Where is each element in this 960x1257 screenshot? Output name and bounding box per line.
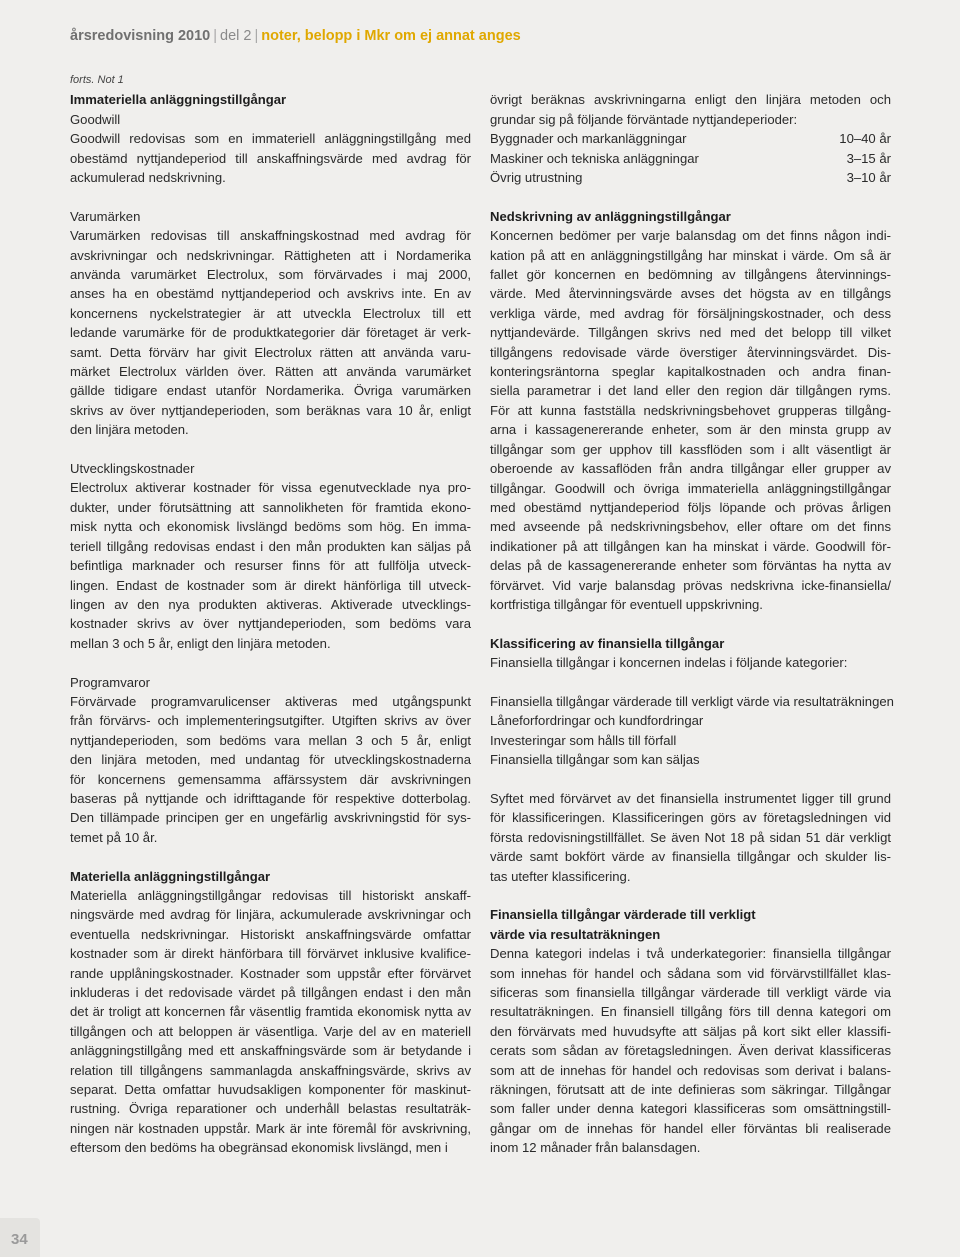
- paragraph-line: resultaträkningen. En finansiell tillgång förs till denna kategori om: [490, 1004, 891, 1020]
- paragraph-line: nyttjandevärde. Tillgången skrivs ned med det belopp till vilket: [490, 325, 891, 341]
- paragraph-line: kostnader som är direkt hänförbara till förvärvet inklusive kvalifice-: [70, 946, 471, 962]
- subheading: Goodwill: [70, 111, 121, 127]
- left-column: [70, 71, 471, 1158]
- paragraph-line: ledande varumärke för de produktkategorier där företaget är verk-: [70, 325, 471, 341]
- paragraph-line: Goodwill redovisas som en immateriell anläggningstillgång med: [70, 131, 471, 147]
- paragraph-line: det är troligt att koncernen får väsentlig framtida ekonomisk nytta av: [70, 1004, 471, 1020]
- paragraph-line: den linjära metoden, med undantag för utvecklingskostnaderna: [70, 752, 471, 768]
- paragraph-line: koncernens nyckelstrategier är att utveckla Electrolux till ett: [70, 305, 471, 321]
- paragraph-line: avskrivningar och nedskrivningar. Rättigheten att i Nordamerika: [70, 247, 471, 263]
- paragraph-line: kortfristiga tillgångar för eventuell uppskrivning.: [490, 596, 763, 612]
- paragraph-varumarken: [70, 226, 471, 439]
- paragraph-line: dukter, under förutsättning att sannolikheten för framtida ekono-: [70, 499, 471, 515]
- header-separator: |: [254, 28, 259, 44]
- paragraph-line: arna i kassagenererande enheter, som är den minsta grupp av: [490, 422, 891, 438]
- paragraph-line: verkliga värde, med avdrag för försäljningskostnader, och dess: [490, 305, 891, 321]
- paragraph-line: teriell tillgång redovisas endast i den mån produkten kan säljas på: [70, 538, 471, 554]
- paragraph-line: separat. Detta omfattar huvudsakligen komponenter för maskinut-: [70, 1082, 471, 1098]
- paragraph-line: tillgångens redovisade värde överstiger återvinningsvärdet. Dis-: [490, 344, 891, 360]
- paragraph-line: För att kunna fastställa nedskrivningsbehovet grupperas tillgång-: [490, 402, 891, 418]
- paragraph-line: tillgångar. Goodwill och övriga immateriella anläggningstillgångar: [490, 480, 891, 496]
- paragraph-line: lingen av den nya produkten aktiveras. Aktiverade utvecklings-: [70, 596, 471, 612]
- section-heading-verkligt: [490, 905, 891, 944]
- paragraph-line: grundar sig på följande förväntade nyttjandeperioder:: [490, 111, 798, 127]
- paragraph-line: Denna kategori indelas i två underkategorier: finansiella tillgångar: [490, 946, 891, 962]
- paragraph-line: eftersom den bedöms ha obegränsad ekonomisk livslängd, men i: [70, 1140, 448, 1156]
- paragraph-line: övrigt beräknas avskrivningarna enligt den linjära metoden och: [490, 92, 891, 108]
- paragraph-line: Finansiella tillgångar i koncernen indelas i följande kategorier:: [490, 655, 848, 671]
- paragraph-line: baseras på nyttjande och idrifttagande för respektive dotterbolag.: [70, 790, 471, 806]
- paragraph-line: konteringsräntorna speglar kapitalkostnaden och andra finan-: [490, 364, 891, 380]
- paragraph-line: rustning. Övriga reparationer och underhåll belastas resultaträk-: [70, 1101, 471, 1117]
- header-separator: |: [213, 28, 218, 44]
- paragraph-line: Materiella anläggningstillgångar redovisas till historiskt anskaff-: [70, 887, 471, 903]
- paragraph-line: anses ha en obestämd nyttjandeperiod och avskrivs inte. En av: [70, 286, 471, 302]
- paragraph-line: som att de innehas för handel och redovisas som derivat i balans-: [490, 1062, 891, 1078]
- category-item: Finansiella tillgångar som kan säljas: [490, 752, 700, 768]
- category-item: Låneforfordringar och kundfordringar: [490, 713, 704, 729]
- paragraph-verkligt: [490, 944, 891, 1157]
- paragraph-line: lingen. Endast de kostnader som är direkt hänförliga till utveck-: [70, 577, 471, 593]
- paragraph-line: Koncernen bedömer per varje balansdag om det finns någon indi-: [490, 228, 891, 244]
- page-number: 34: [11, 1231, 28, 1248]
- paragraph-line: värde samt bokfört värde av finansiella tillgångar och skulder lis-: [490, 849, 891, 865]
- paragraph-line: oberoende av kassaflöden från andra tillgångar eller grupper av: [490, 461, 891, 477]
- running-header: [70, 28, 521, 44]
- report-part: del 2: [220, 28, 252, 44]
- paragraph-line: obestämd nyttjandeperiod till anskaffningsvärde med avdrag för: [70, 150, 471, 166]
- paragraph-materiella: [70, 886, 471, 1158]
- paragraph-line: sificeras som finansiella tillgångar värderade till verkligt värde via: [490, 985, 891, 1000]
- paragraph-line: räkningen, förutsatt att de inte definieras som säkringar. Tillgångar: [490, 1082, 891, 1098]
- paragraph-line: inom 12 månader från balansdagen.: [490, 1140, 701, 1156]
- page-number-tab: [0, 1218, 40, 1257]
- paragraph-line: cerats som sådan av företagsledningen. Även derivat klassificeras: [490, 1043, 891, 1059]
- section-heading: Immateriella anläggningstillgångar: [70, 92, 287, 108]
- paragraph-line: ningen när kostnaden uppstår. Mark är inte föremål för avskrivning,: [70, 1120, 471, 1136]
- paragraph-line: Förvärvade programvarulicenser aktiveras med utgångspunkt: [70, 693, 471, 709]
- paragraph-goodwill: [70, 129, 471, 187]
- paragraph-utveckling: [70, 478, 471, 653]
- section-heading: Nedskrivning av anläggningstillgångar: [490, 208, 731, 224]
- paragraph-line: tillgångar som ger upphov till kassflöden som i allt väsentligt är: [490, 441, 891, 457]
- paragraph-line: kostnader skrivs av över nyttjandeperioden, som bedöms vara: [70, 616, 471, 632]
- paragraph-line: rande upplåningskostnader. Kostnader som uppstår efter förvärvet: [70, 965, 471, 981]
- section-heading-line: Finansiella tillgångar värderade till verkligt: [490, 907, 756, 923]
- paragraph-line: skrivs av över nyttjandeperioden, som beräknas vara 10 år, enligt: [70, 402, 471, 418]
- category-item: Finansiella tillgångar värderade till verkligt värde via resultaträkningen: [490, 693, 894, 709]
- paragraph-line: förvärvet. Vid varje balansdag prövas nedskrivna icke-finansiella/: [490, 577, 891, 593]
- paragraph-line: gångar om de innehas för handel eller förväntas bli realiserade: [490, 1120, 891, 1136]
- useful-life-row: Byggnader och markanläggningar 10–40 år: [490, 131, 891, 147]
- section-heading: Klassificering av finansiella tillgångar: [490, 635, 725, 651]
- paragraph-line: tas utefter klassificering.: [490, 868, 631, 884]
- paragraph-line: Varumärken redovisas till anskaffningskostnad med avdrag för: [70, 228, 471, 244]
- paragraph-line: fallet gör koncernen en bedömning av tillgångens återvinnings-: [490, 267, 891, 283]
- paragraph-klassificering: [490, 789, 891, 886]
- useful-life-row: Maskiner och tekniska anläggningar 3–15 år: [490, 150, 891, 166]
- paragraph-line: ackumulerad nedskrivning.: [70, 170, 226, 186]
- continuation-label: forts. Not 1: [70, 74, 124, 86]
- paragraph-line: för klassificeringen. Klassificeringen görs av företagsledningen vid: [490, 810, 891, 826]
- paragraph-line: delas på de kassagenererande enheter som förväntas ha nytta av: [490, 558, 891, 574]
- category-list: [490, 692, 894, 770]
- paragraph-line: med avseende på nedskrivningsbehov, eller oftare om det finns: [490, 519, 891, 535]
- paragraph-line: relation till tillgångens sammanlagda anskaffningsvärde, skrivs av: [70, 1062, 471, 1078]
- report-note: noter, belopp i Mkr om ej annat anges: [261, 28, 521, 44]
- right-column: [490, 71, 894, 1158]
- paragraph-line: mellan 3 och 5 år, enligt den linjära metoden.: [70, 635, 331, 651]
- paragraph-nedskrivning: [490, 226, 891, 614]
- paragraph-line: gällde tidigare endast utanför Nordamerika. Övriga varumärken: [70, 383, 471, 399]
- paragraph-line: värde. Med återvinningsvärde avses det högsta av en tillgångs: [490, 286, 891, 302]
- paragraph-line: ningsvärde med avdrag för linjära, ackumulerade avskrivningar och: [70, 907, 471, 923]
- paragraph-line: siella parametrar i det land eller den region där tillgången ryms.: [490, 383, 891, 399]
- paragraph-line: befintliga marknader och resurser finns för att fullfölja utveck-: [70, 558, 471, 574]
- paragraph-line: tillgången och att beloppen är väsentliga. Varje del av en materiell: [70, 1023, 471, 1039]
- subheading: Varumärken: [70, 208, 141, 224]
- paragraph-line: inkluderas i det redovisade värdet på tillgången endast i den mån: [70, 985, 471, 1001]
- paragraph-line: använda varumärket Electrolux, som förvärvades i maj 2000,: [70, 267, 471, 283]
- paragraph-line: samt. Detta förvärv har givit Electrolux rätten att använda varu-: [70, 344, 471, 360]
- paragraph-line: nyttjandeperioden, som bedöms vara mellan 3 och 5 år, enligt: [70, 732, 471, 748]
- useful-life-table: [490, 129, 891, 187]
- paragraph-line: Syftet med förvärvet av det finansiella instrumentet ligger till grund: [490, 790, 891, 806]
- paragraph-line: kation på att en anläggningstillgång har minskat i värde. Om så är: [490, 247, 891, 263]
- paragraph-line: misk nytta och ekonomisk livslängd bedöms som hög. En imma-: [70, 519, 471, 535]
- paragraph-line: som innehas för handel och sådana som vid förvärvstillfället klas-: [490, 965, 891, 981]
- paragraph-line: den förvärvats med huvudsyfte att säljas på kort sikt eller klassifi-: [490, 1023, 891, 1039]
- paragraph-line: indikationer på att tillgången kan ha minskat i värde. Goodwill för-: [490, 538, 891, 554]
- paragraph-line: eventuella nedskrivningar. Historiskt anskaffningsvärde omfattar: [70, 926, 471, 942]
- paragraph-line: som faller under denna kategori klassificeras som omsättningstill-: [490, 1101, 891, 1117]
- subheading: Utvecklingskostnader: [70, 461, 195, 477]
- section-heading: Materiella anläggningstillgångar: [70, 868, 271, 884]
- section-heading-line: värde via resultaträkningen: [490, 926, 661, 942]
- paragraph-programvaror: [70, 692, 471, 847]
- subheading: Programvaror: [70, 674, 151, 690]
- paragraph-line: Den tillämpade principen ger en ungefärlig avskrivningstid för sys-: [70, 810, 471, 826]
- useful-life-row: Övrig utrustning 3–10 år: [490, 170, 891, 186]
- paragraph-line: märket Electrolux världen över. Rätten att använda varumärket: [70, 364, 471, 380]
- paragraph-line: den linjära metoden.: [70, 422, 189, 438]
- category-item: Investeringar som hålls till förfall: [490, 732, 677, 748]
- paragraph-line: första redovisningstillfället. Se även Not 18 på sidan 51 där verkligt: [490, 829, 891, 845]
- paragraph-line: Electrolux aktiverar kostnader för vissa egenutvecklade nya pro-: [70, 480, 471, 496]
- paragraph-line: med obestämd nyttjandeperiod följs löpande och prövas årligen: [490, 499, 891, 515]
- paragraph-line: för koncernens gemensamma affärssystem där avskrivningen: [70, 771, 471, 787]
- report-title: årsredovisning 2010: [70, 28, 211, 44]
- paragraph-line: från förvärvs- och implementeringsutgifter. Utgiften skrivs av över: [70, 713, 471, 729]
- paragraph-line: temet på 10 år.: [70, 829, 158, 845]
- paragraph-intro: [490, 90, 891, 129]
- paragraph-line: anläggningstillgång med ett anskaffningsvärde som är betydande i: [70, 1043, 471, 1059]
